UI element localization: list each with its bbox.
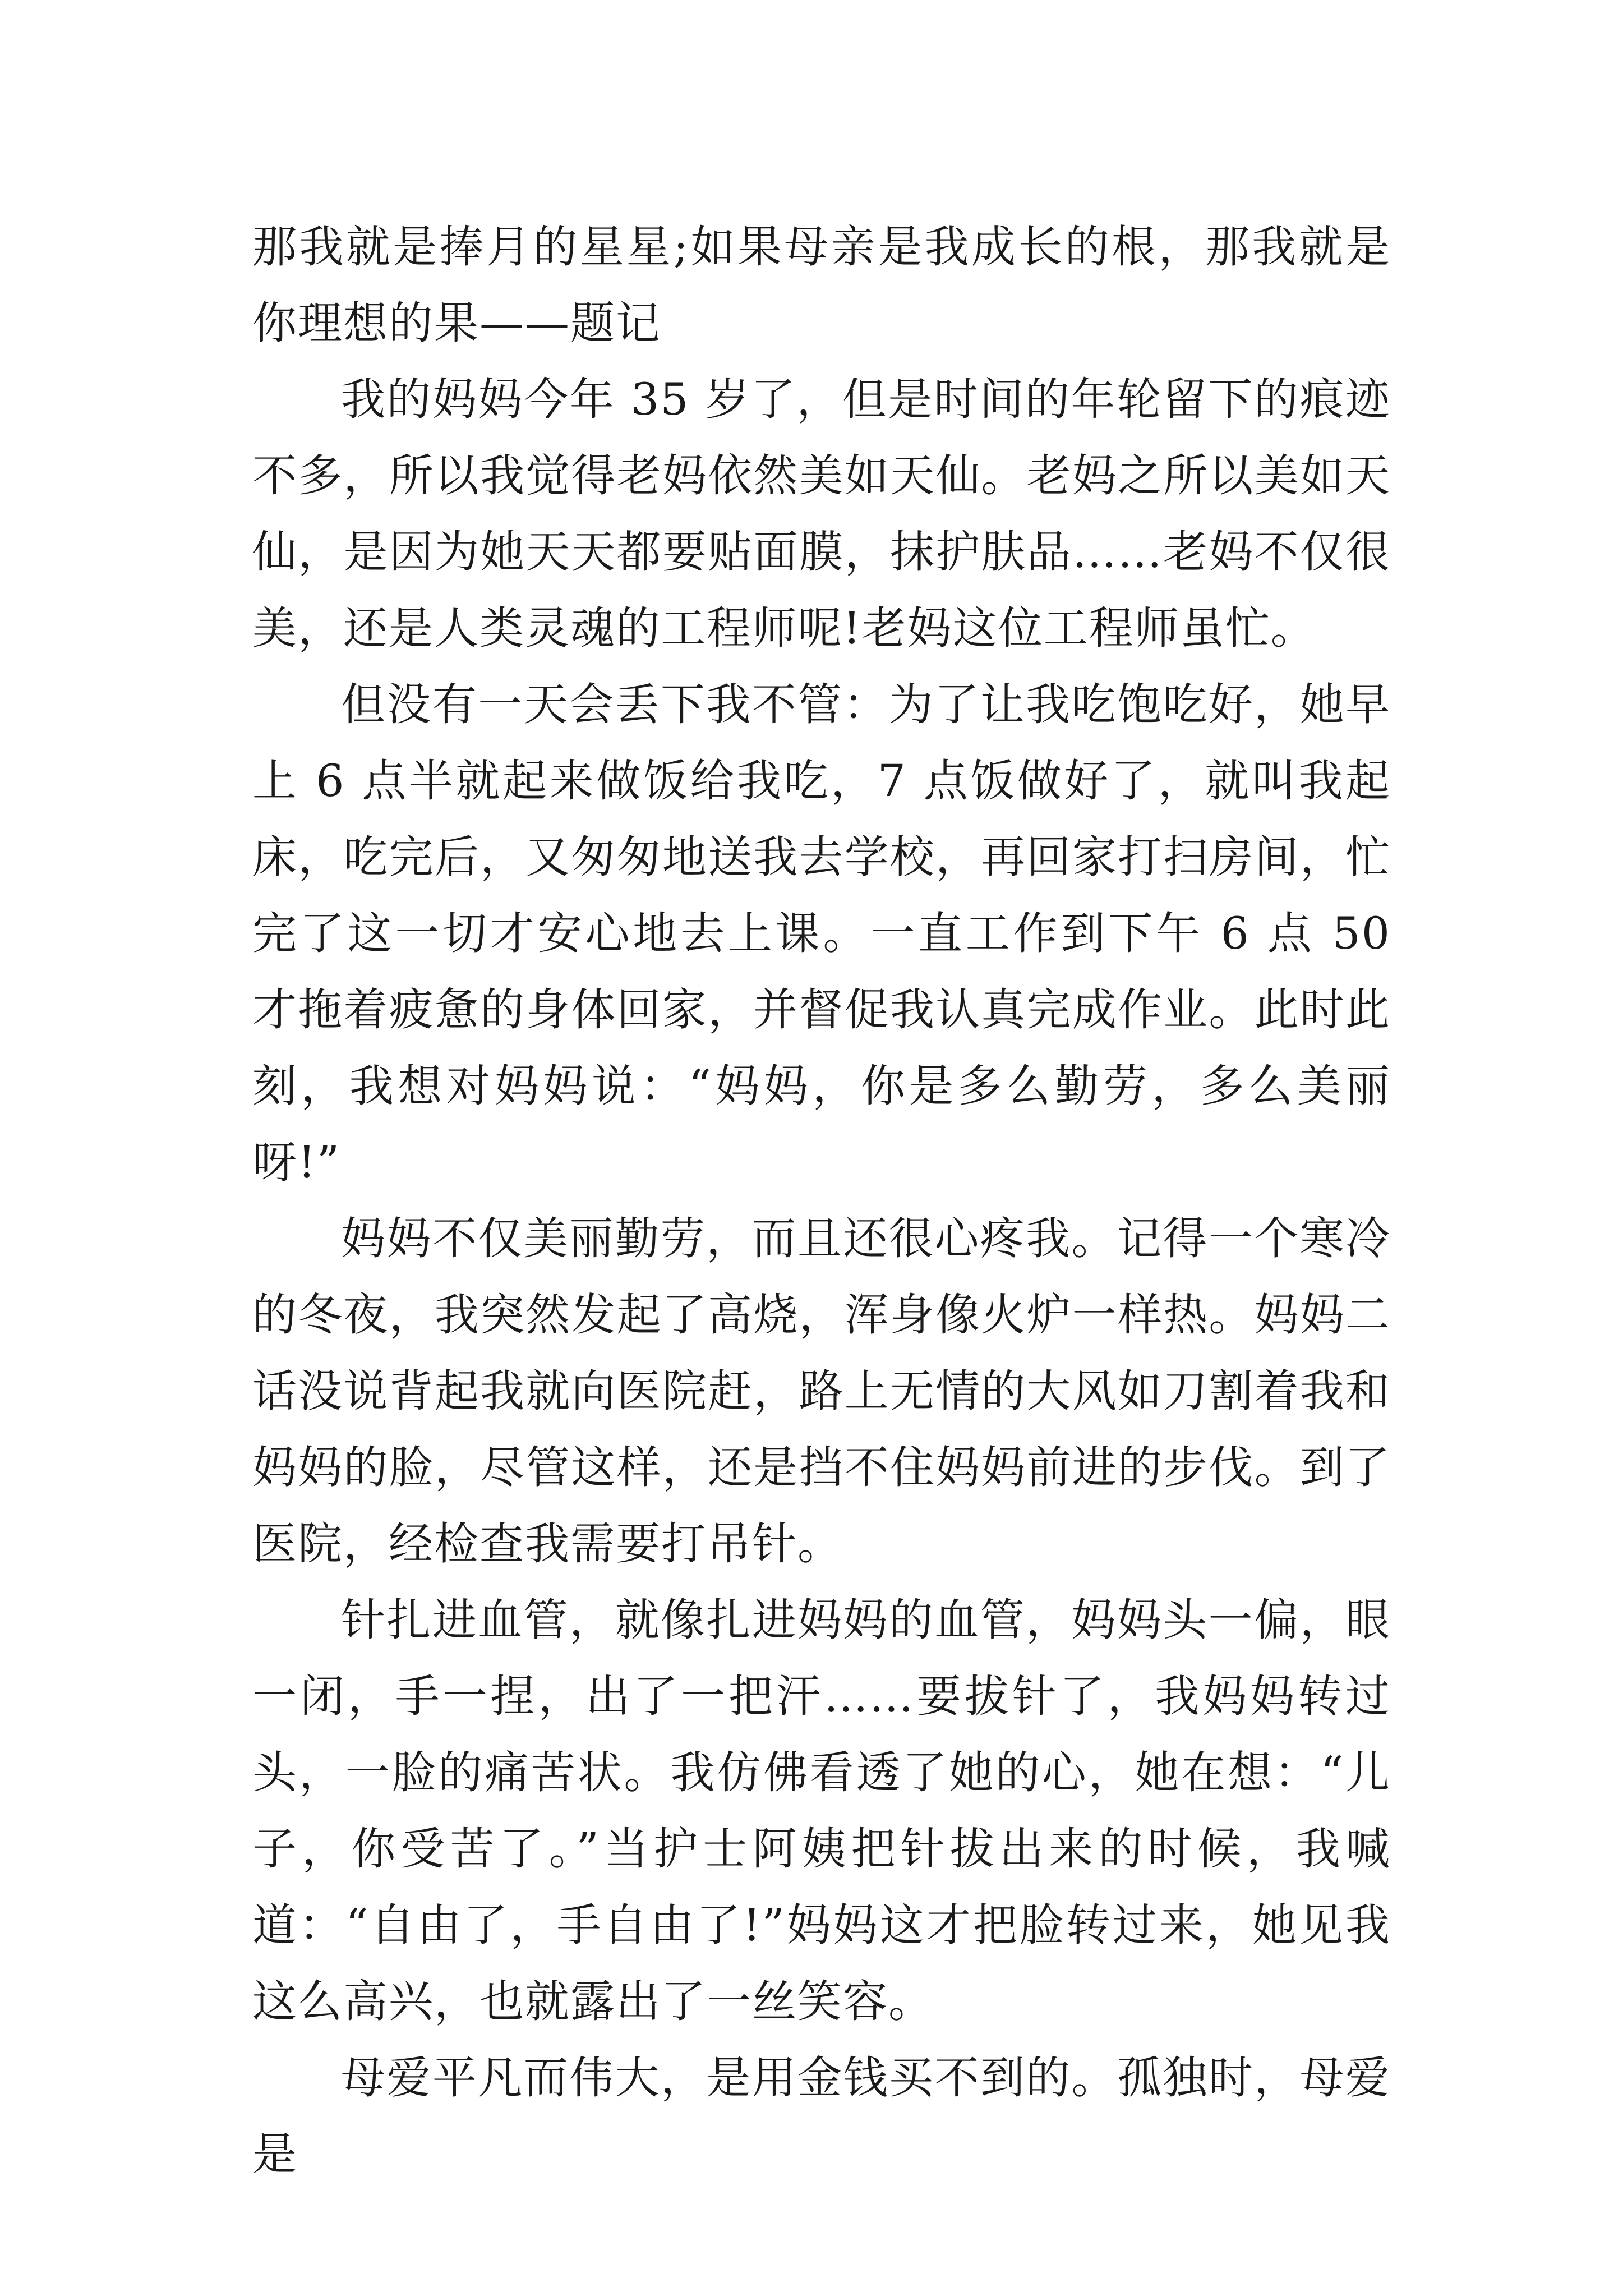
paragraph-mother-age: 我的妈妈今年 35 岁了，但是时间的年轮留下的痕迹不多，所以我觉得老妈依然美如天仙。老妈之所以美如天仙，是因为她天天都要贴面膜，抹护肤品……老妈不仅很美，还是人类灵魂的工程师呢!老妈这位工程师虽忙。 [252,374,1391,654]
paragraph-daily-care: 但没有一天会丢下我不管：为了让我吃饱吃好，她早上 6 点半就起来做饭给我吃，7 点饭做好了，就叫我起床，吃完后，又匆匆地送我去学校，再回家打扫房间，忙完了这一切才安心地去上课。一直工作到下午 6 点 50 才拖着疲惫的身体回家，并督促我认真完成作业。此时此刻，我想对妈妈说：“妈妈，你是多么勤劳，多么美丽呀!” [252,679,1391,1188]
paragraph-winter-night: 妈妈不仅美丽勤劳，而且还很心疼我。记得一个寒冷的冬夜，我突然发起了高烧，浑身像火炉一样热。妈妈二话没说背起我就向医院赶，路上无情的大风如刀割着我和妈妈的脸，尽管这样，还是挡不住妈妈前进的步伐。到了医院，经检查我需要打吊针。 [252,1213,1391,1570]
paragraph-epigraph: 那我就是捧月的星星;如果母亲是我成长的根，那我就是你理想的果——题记 [252,221,1391,349]
paragraph-injection: 针扎进血管，就像扎进妈妈的血管，妈妈头一偏，眼一闭，手一捏，出了一把汗……要拔针了，我妈妈转过头，一脸的痛苦状。我仿佛看透了她的心，她在想：“儿子，你受苦了。”当护士阿姨把针拔出来的时候，我喊道：“自由了，手自由了!”妈妈这才把脸转过来，她见我这么高兴，也就露出了一丝笑容。 [252,1594,1391,2027]
document-body [252,209,1391,2192]
paragraph-mother-love: 母爱平凡而伟大，是用金钱买不到的。孤独时，母爱是 [252,2052,1391,2180]
